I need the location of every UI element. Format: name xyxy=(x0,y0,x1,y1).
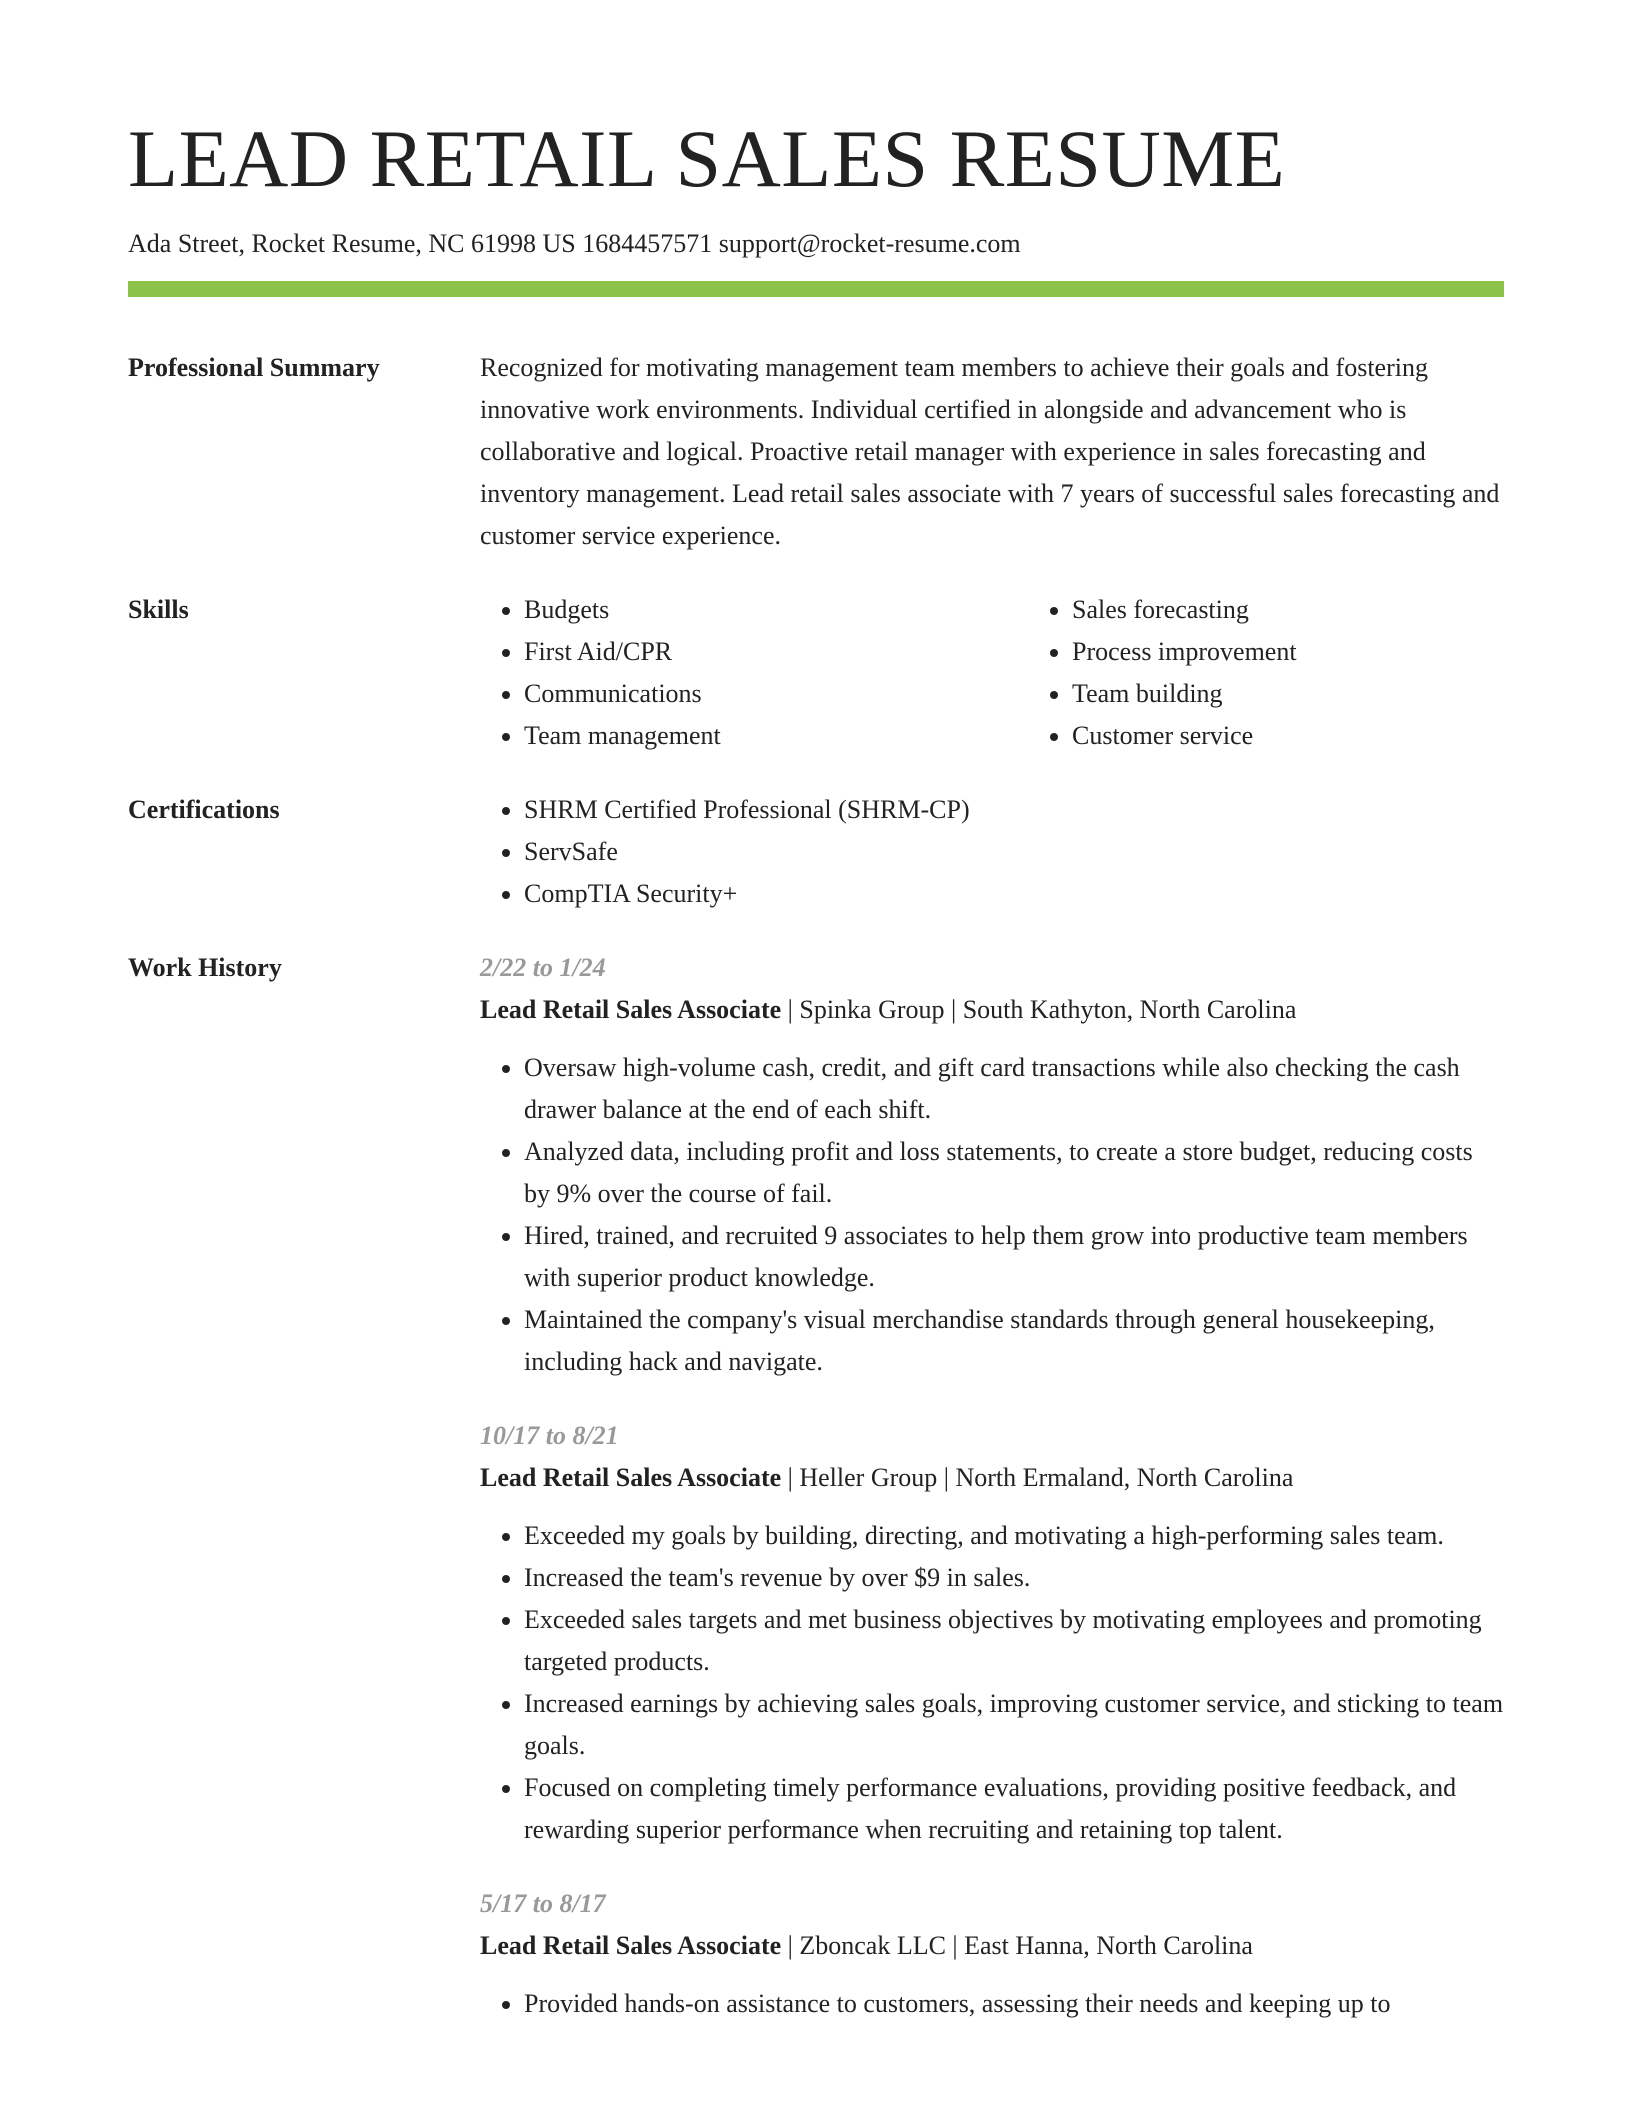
job-title: Lead Retail Sales Associate xyxy=(480,995,782,1025)
job-bullet: • Focused on completing timely performance evaluations, providing positive feedback, and rewarding superior performance when recruiting and retaining top talent. xyxy=(524,1767,1504,1851)
skill-item: • Team management xyxy=(524,715,1028,757)
resume-page xyxy=(128,113,1504,2057)
skills-list-left xyxy=(480,589,1028,757)
work-history-section xyxy=(128,947,1504,2057)
job-bullet: • Increased the team's revenue by over $9 in sales. xyxy=(524,1557,1504,1599)
job-title: Lead Retail Sales Associate xyxy=(480,1463,782,1493)
job-bullet: • Exceeded sales targets and met business objectives by motivating employees and promoting targeted products. xyxy=(524,1599,1504,1683)
summary-text: Recognized for motivating management team members to achieve their goals and fostering innovative work environments. Individual certified in alongside and advancement who is collaborative and logical. Proactive retail manager with experience in sales forecasting and inventory management. Lead retail sales associate with 7 years of successful sales forecasting and customer service experience. xyxy=(480,353,1500,551)
certification-item: • ServSafe xyxy=(524,831,1504,873)
job-title: Lead Retail Sales Associate xyxy=(480,1931,782,1961)
job-header xyxy=(480,989,1504,1031)
skill-item: • Sales forecasting xyxy=(1072,589,1576,631)
section-label-certifications: Certifications xyxy=(128,795,280,825)
job-entry xyxy=(480,1415,1504,1851)
skill-item: • Communications xyxy=(524,673,1028,715)
job-bullets xyxy=(480,1047,1504,1383)
job-header xyxy=(480,1457,1504,1499)
job-header xyxy=(480,1925,1504,1967)
job-bullet: • Increased earnings by achieving sales goals, improving customer service, and sticking to team goals. xyxy=(524,1683,1504,1767)
job-bullet: • Exceeded my goals by building, directing, and motivating a high-performing sales team. xyxy=(524,1515,1504,1557)
skills-section xyxy=(128,589,1504,757)
skill-item: • Team building xyxy=(1072,673,1576,715)
certification-item: • CompTIA Security+ xyxy=(524,873,1504,915)
certifications-content xyxy=(480,789,1504,915)
job-dates: 2/22 to 1/24 xyxy=(480,953,606,983)
job-bullet: • Oversaw high-volume cash, credit, and gift card transactions while also checking the cash drawer balance at the end of each shift. xyxy=(524,1047,1504,1131)
skill-item: • Customer service xyxy=(1072,715,1576,757)
skills-columns xyxy=(480,589,1576,757)
job-details: | Spinka Group | South Kathyton, North Carolina xyxy=(781,995,1297,1025)
job-details: | Zboncak LLC | East Hanna, North Carolina xyxy=(781,1931,1253,1961)
job-details: | Heller Group | North Ermaland, North Carolina xyxy=(781,1463,1294,1493)
section-label-summary: Professional Summary xyxy=(128,353,380,383)
skills-list-right xyxy=(1028,589,1576,757)
job-dates: 10/17 to 8/21 xyxy=(480,1421,619,1451)
work-history-content xyxy=(480,947,1504,2057)
skill-item: • Process improvement xyxy=(1072,631,1576,673)
job-entry xyxy=(480,1883,1504,2025)
certifications-section xyxy=(128,789,1504,915)
certifications-list xyxy=(480,789,1504,915)
job-bullet: • Hired, trained, and recruited 9 associates to help them grow into productive team members with superior product knowledge. xyxy=(524,1215,1504,1299)
contact-line: Ada Street, Rocket Resume, NC 61998 US 1684457571 support@rocket-resume.com xyxy=(128,229,1021,258)
job-entry xyxy=(480,947,1504,1383)
summary-section xyxy=(128,347,1504,557)
section-label-skills: Skills xyxy=(128,595,189,625)
job-bullets xyxy=(480,1983,1504,2025)
job-bullets xyxy=(480,1515,1504,1851)
skill-item: • First Aid/CPR xyxy=(524,631,1028,673)
job-dates: 5/17 to 8/17 xyxy=(480,1889,606,1919)
section-label-work-history: Work History xyxy=(128,953,282,983)
job-bullet: • Provided hands-on assistance to customers, assessing their needs and keeping up to xyxy=(524,1983,1504,2025)
skill-item: • Budgets xyxy=(524,589,1028,631)
resume-title: LEAD RETAIL SALES RESUME xyxy=(128,113,1286,204)
certification-item: • SHRM Certified Professional (SHRM-CP) xyxy=(524,789,1504,831)
job-bullet: • Analyzed data, including profit and loss statements, to create a store budget, reducing costs by 9% over the course of fail. xyxy=(524,1131,1504,1215)
job-bullet: • Maintained the company's visual merchandise standards through general housekeeping, including hack and navigate. xyxy=(524,1299,1504,1383)
accent-divider xyxy=(128,281,1504,297)
